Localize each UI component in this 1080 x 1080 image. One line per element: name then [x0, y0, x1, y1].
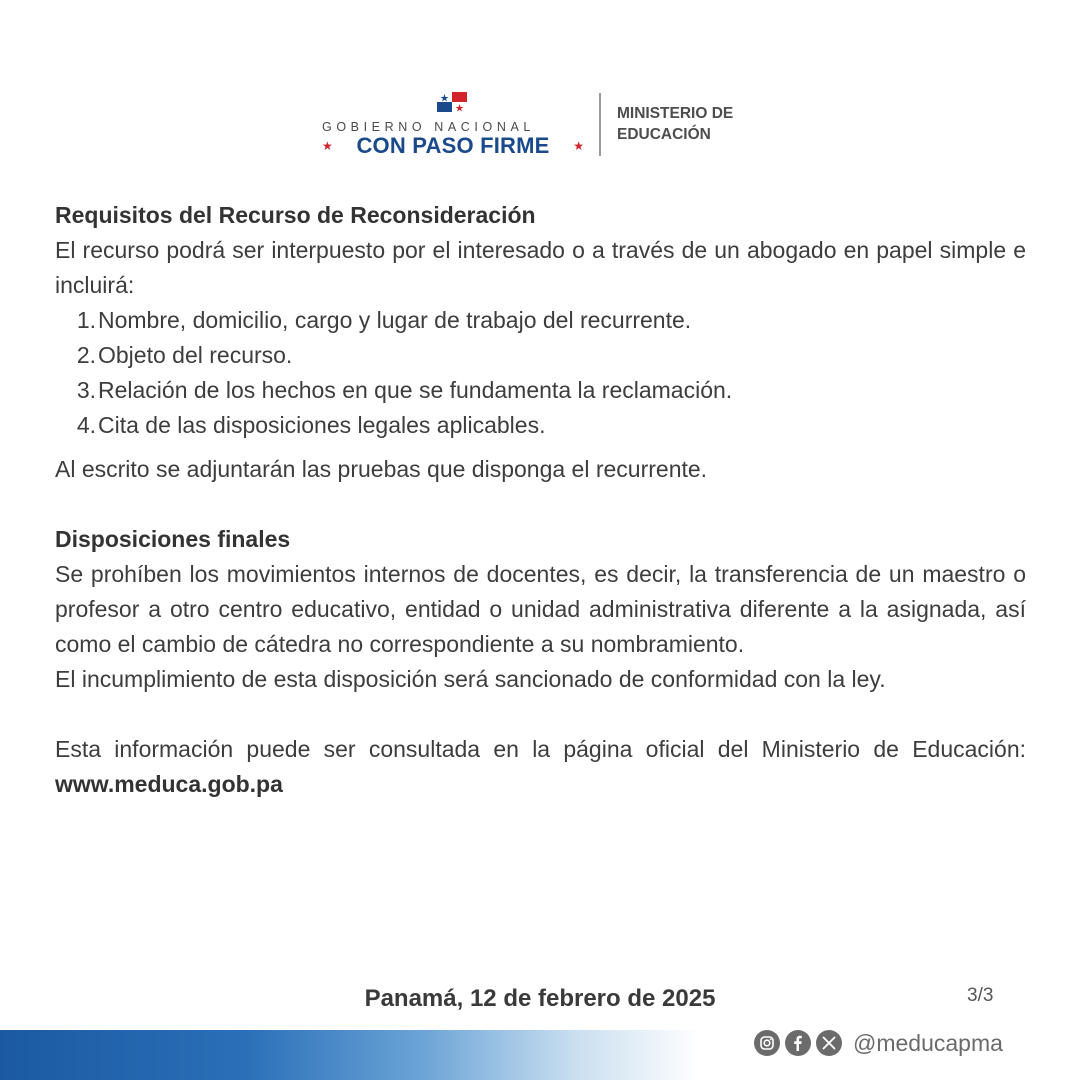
- logo-divider: [599, 93, 601, 156]
- section2-title: Disposiciones finales: [55, 526, 291, 552]
- instagram-icon[interactable]: [754, 1030, 780, 1056]
- website-link[interactable]: www.meduca.gob.pa: [55, 771, 283, 797]
- section2-para1: Se prohíben los movimientos internos de docentes, es decir, la transferencia de un maestro o profesor a otro centro educativo, entidad o unidad administrativa diferente a la asignada, así como el cambio de cátedra no correspondiente a su nombramiento.: [55, 561, 1026, 657]
- star-left-icon: ★: [322, 139, 333, 153]
- ministerio-line2: EDUCACIÓN: [617, 126, 711, 143]
- info-paragraph: [55, 732, 1026, 802]
- gobierno-nacional-text: GOBIERNO NACIONAL: [322, 120, 535, 134]
- list-item: 2. Objeto del recurso.: [76, 342, 293, 368]
- ministerio-text: [617, 103, 733, 145]
- section1-title: Requisitos del Recurso de Reconsideración: [55, 202, 536, 228]
- star-right-icon: ★: [573, 139, 584, 153]
- social-handle[interactable]: @meducapma: [853, 1029, 1003, 1056]
- list-item: 4. Cita de las disposiciones legales aplicables.: [76, 412, 546, 438]
- panama-flag-icon: [437, 92, 467, 112]
- footer-gradient-bar: [0, 1030, 700, 1080]
- section2-para2: El incumplimiento de esta disposición será sancionado de conformidad con la ley.: [55, 666, 886, 692]
- date-line: Panamá, 12 de febrero de 2025: [364, 985, 716, 1012]
- list-item: 3. Relación de los hechos en que se fundamenta la reclamación.: [76, 377, 733, 403]
- section1-closing: Al escrito se adjuntarán las pruebas que disponga el recurrente.: [55, 456, 708, 482]
- list-item: 1. Nombre, domicilio, cargo y lugar de trabajo del recurrente.: [76, 307, 692, 333]
- x-icon[interactable]: [816, 1030, 842, 1056]
- info-text: Esta información puede ser consultada en la página oficial del Ministerio de Educación:: [55, 736, 1026, 762]
- page-number: 3/3: [967, 985, 994, 1006]
- con-paso-firme-line: [322, 132, 584, 160]
- facebook-icon[interactable]: [785, 1030, 811, 1056]
- section1-intro: El recurso podrá ser interpuesto por el interesado o a través de un abogado en papel simple e incluirá:: [55, 237, 1026, 298]
- requirements-list: [55, 303, 1026, 443]
- con-paso-firme-text: CON PASO FIRME: [356, 133, 550, 158]
- ministerio-line1: MINISTERIO DE: [617, 105, 734, 122]
- social-links: [754, 1028, 1003, 1058]
- document-body: [55, 198, 1026, 802]
